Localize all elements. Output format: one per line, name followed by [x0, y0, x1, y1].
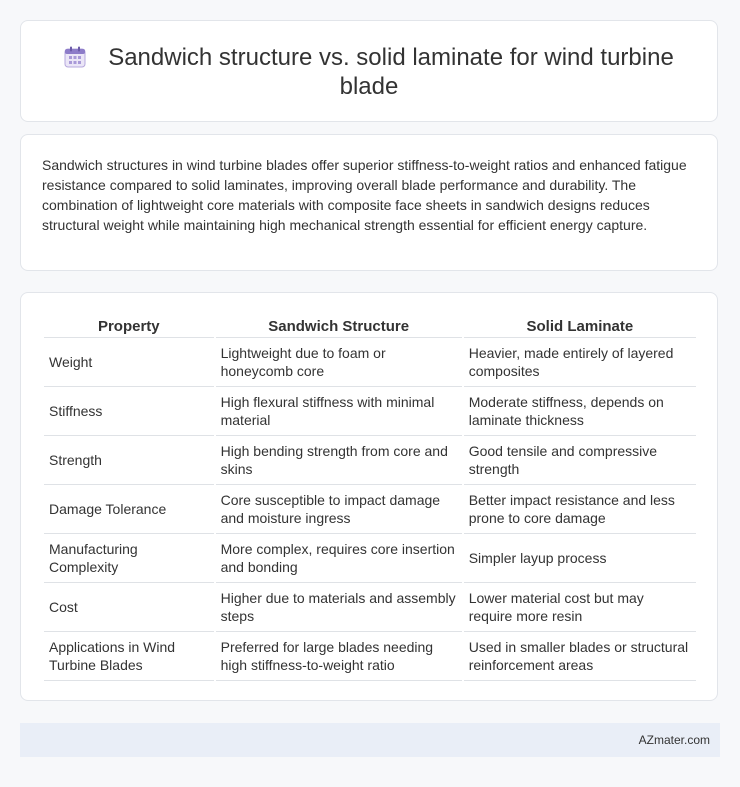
cell-sandwich: More complex, requires core insertion and bonding	[216, 534, 462, 583]
table-row	[44, 485, 696, 534]
cell-laminate: Used in smaller blades or structural reinforcement areas	[464, 632, 696, 681]
cell-property: Cost	[44, 583, 214, 632]
footer-brand-link[interactable]: AZmater.com	[638, 733, 710, 747]
header-laminate: Solid Laminate	[464, 315, 696, 338]
intro-card	[20, 134, 718, 271]
cell-sandwich: Lightweight due to foam or honeycomb core	[216, 338, 462, 387]
cell-property: Strength	[44, 436, 214, 485]
cell-laminate: Moderate stiffness, depends on laminate thickness	[464, 387, 696, 436]
header-property: Property	[44, 315, 214, 338]
table-row	[44, 436, 696, 485]
cell-laminate: Better impact resistance and less prone to core damage	[464, 485, 696, 534]
cell-sandwich: High flexural stiffness with minimal material	[216, 387, 462, 436]
cell-laminate: Good tensile and compressive strength	[464, 436, 696, 485]
table-row	[44, 338, 696, 387]
table-row	[44, 632, 696, 681]
cell-property: Manufacturing Complexity	[44, 534, 214, 583]
table-row	[44, 534, 696, 583]
comparison-table	[42, 315, 698, 681]
intro-text: Sandwich structures in wind turbine blades offer superior stiffness-to-weight ratios and enhanced fatigue resistance compared to solid laminates, improving overall blade performance and durability. The combination of lightweight core materials with composite face sheets in sandwich designs reduces structural weight while maintaining high mechanical strength essential for efficient energy capture.	[42, 157, 687, 233]
cell-laminate: Simpler layup process	[464, 534, 696, 583]
cell-sandwich: High bending strength from core and skins	[216, 436, 462, 485]
calendar-icon	[64, 46, 86, 68]
table-header-row	[44, 315, 696, 338]
footer-bar	[20, 723, 720, 757]
header-card	[20, 20, 718, 122]
cell-sandwich: Preferred for large blades needing high stiffness-to-weight ratio	[216, 632, 462, 681]
cell-sandwich: Higher due to materials and assembly steps	[216, 583, 462, 632]
page-title-wrap	[61, 43, 677, 101]
cell-property: Weight	[44, 338, 214, 387]
table-row	[44, 583, 696, 632]
table-row	[44, 387, 696, 436]
page-title: Sandwich structure vs. solid laminate for wind turbine blade	[108, 44, 674, 100]
cell-property: Damage Tolerance	[44, 485, 214, 534]
cell-property: Applications in Wind Turbine Blades	[44, 632, 214, 681]
cell-laminate: Heavier, made entirely of layered composites	[464, 338, 696, 387]
header-sandwich: Sandwich Structure	[216, 315, 462, 338]
cell-laminate: Lower material cost but may require more resin	[464, 583, 696, 632]
cell-sandwich: Core susceptible to impact damage and moisture ingress	[216, 485, 462, 534]
comparison-table-card	[20, 292, 718, 701]
cell-property: Stiffness	[44, 387, 214, 436]
